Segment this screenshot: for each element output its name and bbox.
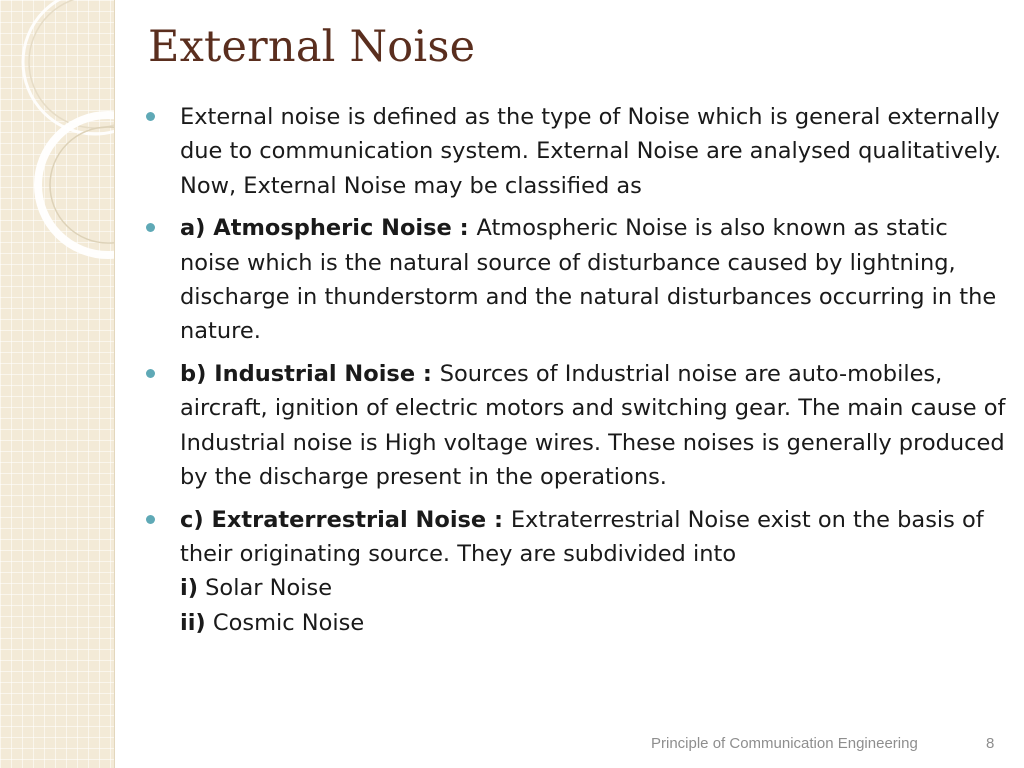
bullet-heading: c) Extraterrestrial Noise : — [180, 506, 511, 533]
bullet-dot-icon — [146, 223, 155, 232]
bullet-dot-icon — [146, 112, 155, 121]
bullet-dot-icon — [146, 369, 155, 378]
bullet-item — [146, 211, 1006, 348]
footer-course-name: Principle of Communication Engineering — [651, 735, 918, 752]
bullet-item — [146, 503, 1006, 640]
sub-item-label: i) — [180, 575, 198, 602]
bullet-text: Extraterrestrial Noise exist on the basis of their originating source. They are subdivided into — [180, 506, 984, 568]
bullet-heading: a) Atmospheric Noise : — [180, 215, 477, 242]
sub-item-text: Cosmic Noise — [205, 609, 365, 636]
decorative-rings — [0, 0, 114, 768]
sub-item-solar — [180, 571, 1006, 605]
slide-title: External Noise — [148, 22, 476, 72]
bullet-dot-icon — [146, 515, 155, 524]
bullet-text: Atmospheric Noise is also known as static noise which is the natural source of disturbance caused by lightning, discharge in thunderstorm and the natural disturbances occurring in the nature. — [180, 215, 997, 345]
bullet-text: Sources of Industrial noise are auto-mobiles, aircraft, ignition of electric motors and switching gear. The main cause of Industrial noise is High voltage wires. These noises is generally produced by the discharge present in the operations. — [180, 361, 1006, 490]
bullet-item — [146, 357, 1006, 494]
sub-item-label: ii) — [180, 609, 206, 636]
sub-item-cosmic — [180, 606, 1006, 640]
decorative-sidebar — [0, 0, 115, 768]
bullet-heading: b) Industrial Noise : — [180, 361, 440, 388]
bullet-item — [146, 100, 1006, 203]
sub-item-text: Solar Noise — [198, 575, 333, 602]
footer-page-number: 8 — [986, 735, 995, 752]
slide-body — [146, 100, 1006, 648]
bullet-text: External noise is defined as the type of Noise which is general externally due to communication system. External Noise are analysed qualitatively. Now, External Noise may be classified as — [180, 104, 1002, 199]
